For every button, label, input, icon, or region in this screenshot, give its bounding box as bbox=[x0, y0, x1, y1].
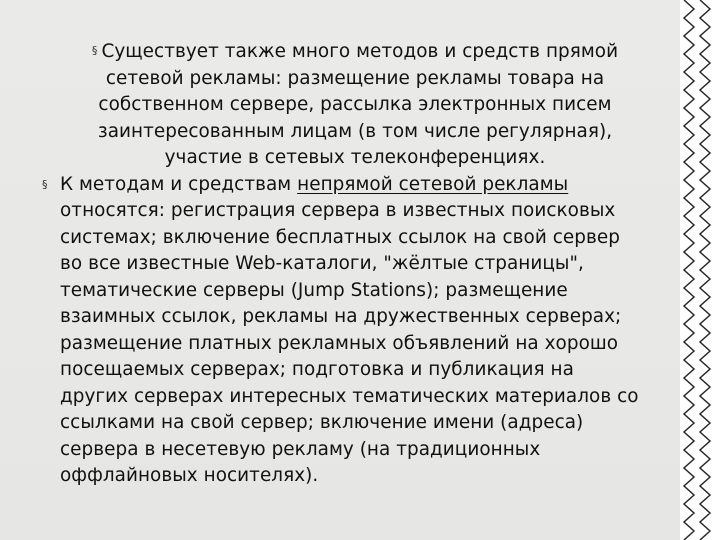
paragraph-line: относятся: регистрация сервера в известных поисковых bbox=[60, 200, 616, 221]
paragraph-line: собственном сервере, рассылка электронных писем bbox=[98, 94, 612, 115]
bullet-icon: § bbox=[42, 177, 48, 191]
paragraph-direct-advertising bbox=[42, 38, 668, 172]
paragraph-line: участие в сетевых телеконференциях. bbox=[164, 147, 546, 168]
paragraph-line: во все известные Web-каталоги, "жёлтые страницы", bbox=[60, 253, 584, 274]
paragraph-line: К методам и средствам непрямой сетевой рекламы bbox=[60, 173, 569, 195]
paragraph-line: ссылками на свой сервер; включение имени (адреса) bbox=[60, 412, 584, 433]
paragraph-line: сетевой рекламы: размещение рекламы товара на bbox=[105, 67, 605, 89]
paragraph-line: взаимных ссылок, рекламы на дружественных серверах; bbox=[60, 306, 622, 327]
paragraph-line: сервера в несетевую рекламу (на традиционных bbox=[60, 438, 541, 460]
paragraph-line: системах; включение бесплатных ссылок на свой сервер bbox=[60, 226, 620, 248]
paragraph-indirect-advertising bbox=[42, 172, 670, 490]
bullet-icon: § bbox=[91, 44, 98, 57]
paragraph-line: тематические серверы (Jump Stations); размещение bbox=[60, 279, 568, 301]
paragraph-line: размещение платных рекламных объявлений на хорошо bbox=[60, 332, 619, 354]
paragraph-line: оффлайновых носителях). bbox=[60, 465, 319, 486]
slide-content bbox=[42, 38, 670, 490]
zigzag-edge-decoration bbox=[680, 0, 720, 540]
underlined-term: непрямой сетевой рекламы bbox=[297, 173, 569, 195]
paragraph-line: других серверах интересных тематических материалов со bbox=[60, 385, 639, 407]
paragraph-line: заинтересованным лицам (в том числе регулярная), bbox=[97, 120, 613, 142]
paragraph-line: посещаемых серверах; подготовка и публикация на bbox=[60, 359, 574, 380]
paragraph-line: § Существует также много методов и средств прямой bbox=[42, 38, 668, 66]
